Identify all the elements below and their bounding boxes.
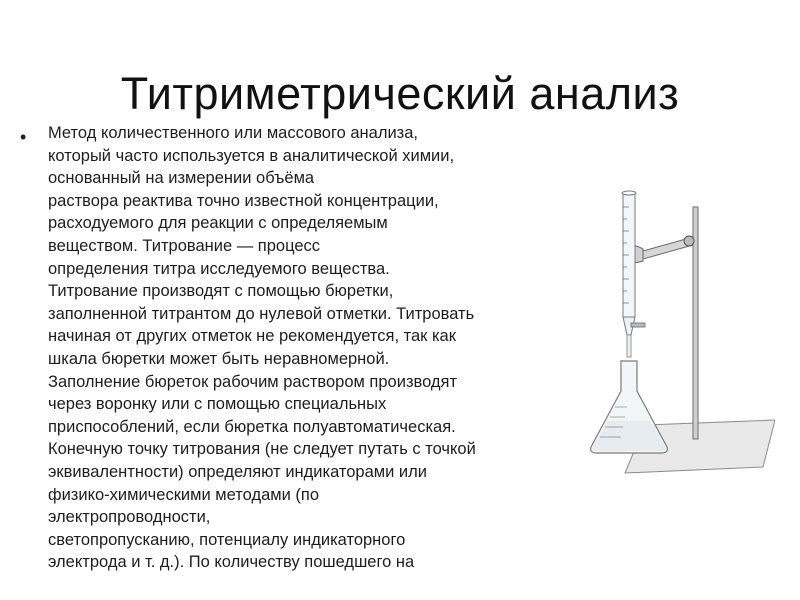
text-line: веществом. Титрование — процесс: [48, 236, 321, 255]
text-line: через воронку или с помощью специальных: [48, 395, 387, 414]
text-line: приспособлений, если бюретка полуавтоматическая.: [48, 417, 456, 436]
text-line: Заполнение бюреток рабочим раствором производят: [48, 372, 458, 391]
text-line: определения титра исследуемого вещества.: [48, 259, 390, 278]
burette: [622, 191, 645, 357]
text-line: шкала бюретки может быть неравномерной.: [48, 349, 390, 368]
text-line: расходуемого для реакции с определяемым: [48, 214, 388, 233]
erlenmeyer-flask: [591, 361, 668, 453]
text-line: электрода и т. д.). По количеству пошедшего на: [48, 553, 415, 572]
text-line: электропроводности,: [48, 508, 211, 527]
bullet-paragraph: [48, 122, 578, 574]
text-line: который часто используется в аналитической химии,: [48, 146, 455, 165]
text-line: Конечную точку титрования (не следует путать с точкой: [48, 440, 476, 459]
text-line: раствора реактива точно известной концентрации,: [48, 191, 439, 210]
text-line: Метод количественного или массового анализа,: [48, 124, 419, 142]
slide-title: Титриметрический анализ: [120, 68, 680, 119]
text-line: заполненной титрантом до нулевой отметки. Титровать: [48, 304, 475, 323]
text-line: светопропусканию, потенциалу индикаторного: [48, 530, 406, 549]
bullet-marker: •: [20, 127, 27, 147]
text-line: начиная от других отметок не рекомендуется, так как: [48, 327, 456, 346]
text-line: Титрование производят с помощью бюретки,: [48, 282, 394, 301]
titration-stand-icon: [585, 185, 775, 475]
text-line: эквивалентности) определяют индикаторами или: [48, 462, 427, 481]
text-line: основанный на измерении объёма: [48, 169, 315, 188]
text-line: физико-химическими методами (по: [48, 485, 319, 504]
